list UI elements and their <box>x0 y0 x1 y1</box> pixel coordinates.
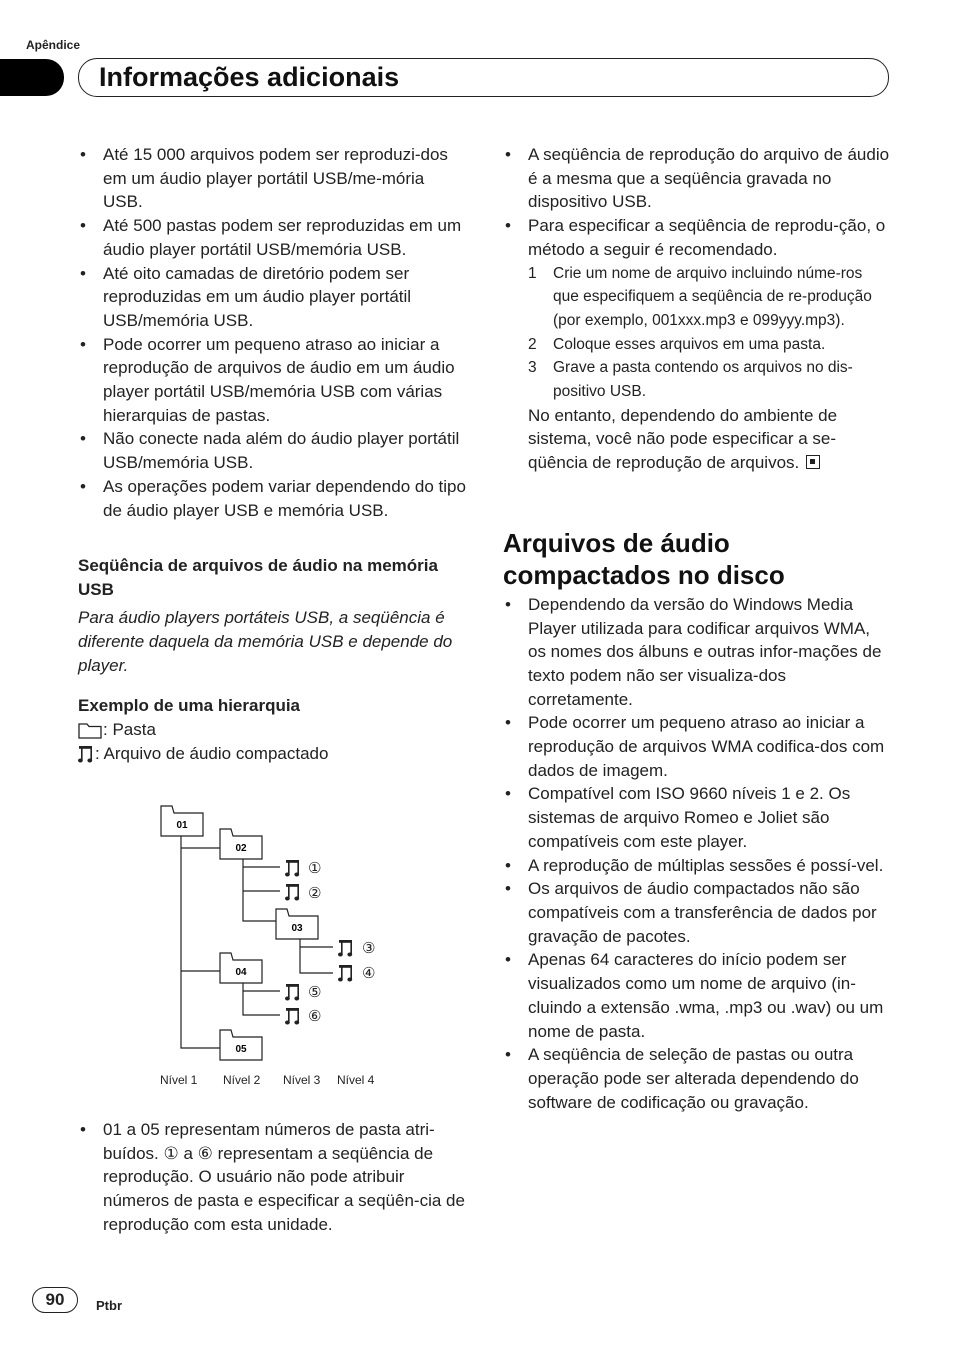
right-top-list <box>503 143 891 262</box>
step-number: 2 <box>528 335 537 353</box>
level-label: Nível 4 <box>337 1073 375 1087</box>
step-item <box>528 262 891 333</box>
step-number: 3 <box>528 359 537 377</box>
hierarchy-example-heading: Exemplo de uma hierarquia <box>78 696 301 716</box>
left-bottom-block <box>78 1118 466 1237</box>
folder-icon <box>78 721 102 739</box>
folder-number: 03 <box>291 923 303 934</box>
music-note-icon <box>338 940 352 957</box>
language-code: Ptbr <box>96 1298 122 1313</box>
list-item: • Não conecte nada além do áudio player portátil USB/memória USB. <box>78 427 466 474</box>
title-bar <box>78 58 889 97</box>
list-item: • Para especificar a seqüência de reprodu-ção, o método a seguir é recomendado. <box>503 214 891 261</box>
section-heading: Arquivos de áudio compactados no disco <box>503 527 785 590</box>
list-item: • Até 15 000 arquivos podem ser reproduzi-dos em um áudio player portátil USB/me-mória USB. <box>78 143 466 214</box>
note-text: No entanto, dependendo do ambiente de sistema, você não pode especificar a se-qüência de reprodução de arquivos. <box>528 405 838 473</box>
folder-icon <box>220 829 262 859</box>
page-title: Informações adicionais <box>99 62 400 92</box>
file-order-label: ⑤ <box>308 983 322 1001</box>
music-note-icon <box>285 860 299 877</box>
legend-folder-label: : Pasta <box>103 720 156 740</box>
folder-number: 04 <box>235 967 247 978</box>
legend-file-label: : Arquivo de áudio compactado <box>95 744 329 764</box>
folder-number: 05 <box>235 1044 247 1055</box>
folder-icon <box>276 909 318 939</box>
level-label: Nível 2 <box>223 1073 261 1087</box>
list-item: • Dependendo da versão do Windows Media Player utilizada para codificar arquivos WMA, os nomes dos álbuns e outras infor-mações de texto podem não ser visualiza-dos corretamente. <box>503 593 891 712</box>
step-item <box>528 356 891 403</box>
step-text: Coloque esses arquivos em uma pasta. <box>553 335 826 353</box>
file-order-label: ④ <box>362 964 376 982</box>
step-text: Crie um nome de arquivo incluindo núme-ros que especifiquem a seqüência de re-produção (por exemplo, 001xxx.mp3 e 099yyy.mp3). <box>553 264 872 329</box>
end-of-section-icon <box>806 455 820 469</box>
folder-icon <box>220 1030 262 1060</box>
list-item: • A seqüência de reprodução do arquivo de áudio é a mesma que a seqüência gravada no dispositivo USB. <box>503 143 891 214</box>
left-bullet-list <box>78 143 466 522</box>
section-label: Apêndice <box>26 38 81 52</box>
list-item: • Até 500 pastas podem ser reproduzidas em um áudio player portátil USB/memória USB. <box>78 214 466 261</box>
left-column <box>78 143 466 766</box>
list-item: • Pode ocorrer um pequeno atraso ao iniciar a reprodução de arquivos de áudio em um áudio player portátil USB/memória USB com várias hierarquias de pastas. <box>78 333 466 428</box>
music-note-icon <box>338 965 352 982</box>
list-item: • A seqüência de seleção de pastas ou outra operação pode ser alterada dependendo do software de codificação ou gravação. <box>503 1043 891 1114</box>
usb-sequence-intro: Para áudio players portáteis USB, a seqüência é diferente daquela da memória USB e depende do player. <box>78 608 453 675</box>
step-item <box>528 333 891 357</box>
file-order-label: ③ <box>362 939 376 957</box>
level-label: Nível 1 <box>160 1073 198 1087</box>
list-item: • Pode ocorrer um pequeno atraso ao iniciar a reprodução de arquivos WMA codifica-dos com dados de imagem. <box>503 711 891 782</box>
usb-sequence-heading: Seqüência de arquivos de áudio na memória USB <box>78 556 438 600</box>
level-label: Nível 3 <box>283 1073 321 1087</box>
list-item: • As operações podem variar dependendo do tipo de áudio player USB e memória USB. <box>78 475 466 522</box>
step-number: 1 <box>528 264 537 282</box>
music-note-icon <box>78 744 94 764</box>
legend-folder <box>78 718 466 742</box>
step-text: Grave a pasta contendo os arquivos no dis-positivo USB. <box>553 359 853 401</box>
left-bottom-list <box>78 1118 466 1237</box>
music-note-icon <box>285 1008 299 1025</box>
hierarchy-diagram <box>150 803 400 1098</box>
sequence-note <box>503 404 891 475</box>
legend-file <box>78 742 466 766</box>
list-item: • 01 a 05 representam números de pasta atri-buídos. ① a ⑥ representam a seqüência de reprodução. O usuário não pode atribuir números de pasta e especificar a seqüên-cia de reprodução com esta unidade. <box>78 1118 466 1237</box>
folder-icon <box>220 953 262 983</box>
folder-number: 01 <box>176 820 188 831</box>
folder-icon <box>161 806 203 836</box>
section-tab-marker <box>0 59 64 96</box>
music-note-icon <box>285 984 299 1001</box>
file-order-label: ① <box>308 859 322 877</box>
recommended-steps <box>503 262 891 404</box>
right-bottom-list <box>503 593 891 1114</box>
file-order-label: ⑥ <box>308 1007 322 1025</box>
list-item: • Apenas 64 caracteres do início podem ser visualizados como um nome de arquivo (in-cluindo a extensão .wma, .mp3 ou .wav) ou um nome de pasta. <box>503 948 891 1043</box>
music-note-icon <box>285 884 299 901</box>
list-item: • Até oito camadas de diretório podem ser reproduzidas em um áudio player portátil USB/memória USB. <box>78 262 466 333</box>
folder-number: 02 <box>235 843 247 854</box>
list-item: • A reprodução de múltiplas sessões é possí-vel. <box>503 854 891 878</box>
list-item: • Compatível com ISO 9660 níveis 1 e 2. Os sistemas de arquivo Romeo e Joliet são compatíveis com este player. <box>503 782 891 853</box>
list-item: • Os arquivos de áudio compactados não são compatíveis com a transferência de dados por gravação de pacotes. <box>503 877 891 948</box>
right-column <box>503 143 891 1114</box>
page-number: 90 <box>32 1287 78 1313</box>
file-order-label: ② <box>308 884 322 902</box>
